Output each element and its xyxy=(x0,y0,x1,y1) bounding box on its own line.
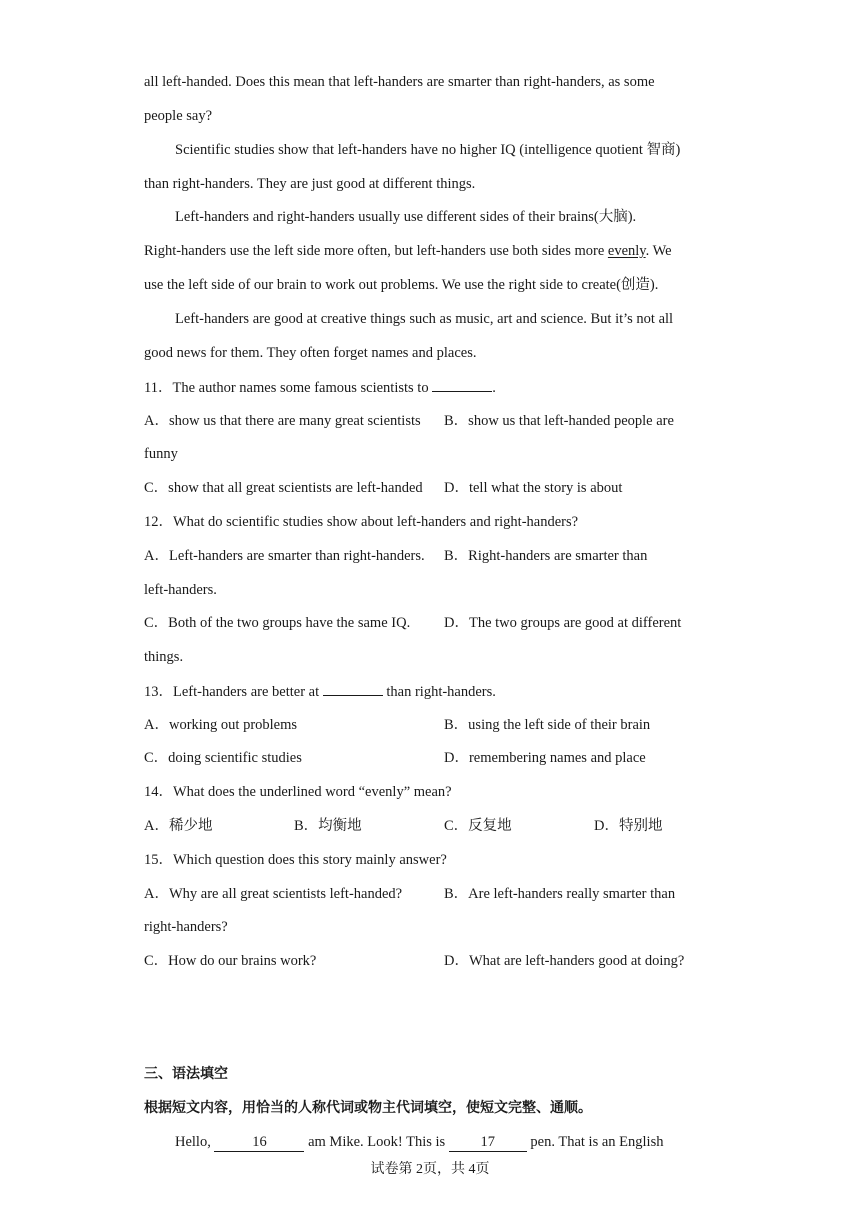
question-12-stem: 12．What do scientific studies show about left-handers and right-handers? xyxy=(144,514,579,530)
option-d-continued: things. xyxy=(144,649,184,665)
option-b-continued: left-handers. xyxy=(144,582,217,598)
blank-16[interactable]: 16 xyxy=(214,1133,304,1152)
page-footer: 试卷第 2页，共 4页 xyxy=(370,1162,490,1177)
option-b: B．Are left-handers really smarter than xyxy=(444,886,676,902)
option-b-continued: right-handers? xyxy=(144,919,228,935)
option-a: A．稀少地 xyxy=(144,818,213,834)
question-14-stem: 14．What does the underlined word “evenly” mean? xyxy=(144,784,452,800)
blank-17[interactable]: 17 xyxy=(449,1133,527,1152)
section-heading: 三、语法填空 xyxy=(144,1066,228,1082)
section-instruction: 根据短文内容，用恰当的人称代词或物主代词填空，使短文完整、通顺。 xyxy=(144,1100,592,1116)
option-b: B．均衡地 xyxy=(294,818,362,834)
option-a: A．Why are all great scientists left-handed? xyxy=(144,886,403,902)
option-b: B．show us that left-handed people are xyxy=(444,413,674,429)
underlined-word: evenly xyxy=(607,243,646,259)
answer-blank xyxy=(432,377,492,392)
option-a: A．show us that there are many great scientists xyxy=(144,413,421,429)
passage-line: good news for them. They often forget names and places. xyxy=(144,345,477,361)
cloze-text: pen. That is an English xyxy=(526,1134,664,1150)
question-11-stem xyxy=(144,377,496,398)
stem-text: 13．Left-handers are better at xyxy=(144,684,323,700)
passage-line: all left-handed. Does this mean that left-handers are smarter than right-handers, as some xyxy=(144,74,655,90)
option-d: D．remembering names and place xyxy=(444,750,646,766)
option-b: B．Right-handers are smarter than xyxy=(444,548,648,564)
option-c: C．反复地 xyxy=(444,818,512,834)
option-c: C．doing scientific studies xyxy=(144,750,302,766)
option-d: D．特别地 xyxy=(594,818,663,834)
passage-line: Left-handers and right-handers usually use different sides of their brains(大脑). xyxy=(175,209,637,225)
option-a: A．Left-handers are smarter than right-handers. xyxy=(144,548,425,564)
option-c: C．Both of the two groups have the same IQ. xyxy=(144,615,411,631)
cloze-text: Hello, xyxy=(175,1134,215,1150)
passage-text: . We xyxy=(645,243,672,259)
stem-text: . xyxy=(492,380,496,396)
stem-text: 11．The author names some famous scientists to xyxy=(144,380,433,396)
passage-text: Right-handers use the left side more often, but left-handers use both sides more xyxy=(144,243,608,259)
passage-line: people say? xyxy=(144,108,213,124)
cloze-text: am Mike. Look! This is xyxy=(304,1134,449,1150)
passage-line: Scientific studies show that left-handers have no higher IQ (intelligence quotient 智商) xyxy=(175,142,681,158)
option-d: D．tell what the story is about xyxy=(444,480,623,496)
option-d: D．The two groups are good at different xyxy=(444,615,682,631)
option-d: D．What are left-handers good at doing? xyxy=(444,953,685,969)
option-a: A．working out problems xyxy=(144,717,298,733)
option-c: C．show that all great scientists are left-handed xyxy=(144,480,423,496)
option-c: C．How do our brains work? xyxy=(144,953,317,969)
stem-text: than right-handers. xyxy=(382,684,496,700)
passage-line xyxy=(144,241,672,261)
passage-line: Left-handers are good at creative things such as music, art and science. But it’s not all xyxy=(175,311,674,327)
passage-line: than right-handers. They are just good at different things. xyxy=(144,176,476,192)
option-b-continued: funny xyxy=(144,446,178,462)
cloze-line xyxy=(175,1132,663,1152)
answer-blank xyxy=(323,681,383,696)
question-13-stem xyxy=(144,681,496,702)
option-b: B．using the left side of their brain xyxy=(444,717,651,733)
passage-line: use the left side of our brain to work out problems. We use the right side to create(创造). xyxy=(144,277,659,293)
question-15-stem: 15．Which question does this story mainly answer? xyxy=(144,852,447,868)
